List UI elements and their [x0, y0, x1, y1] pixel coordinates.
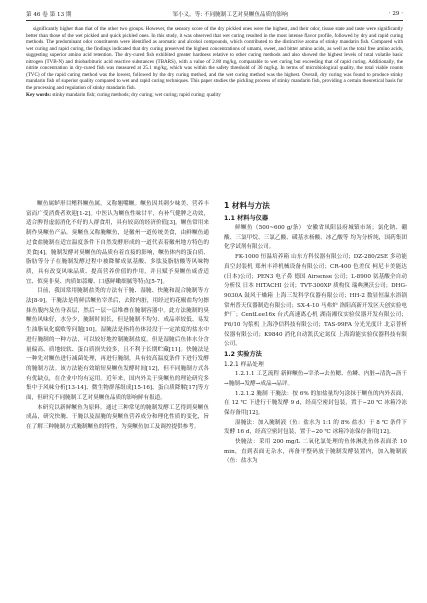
left-column [26, 200, 209, 433]
running-header [26, 8, 403, 21]
keywords-text: stinky mandarin fish; curing methods; dry curing; wet curing; rapid curing; quality [52, 92, 221, 99]
right-column [224, 200, 407, 467]
header-article-title: 邹小义，等: 不同腌制工艺对臭鳜鱼品质的影响 [172, 12, 288, 18]
section-heading-materials-methods: 1 材料与方法 [224, 201, 270, 210]
dry-curing-paragraph: 1.2.1.2 腌制 干腌法：按 6% 的加盐量均匀涂抹于鳜鱼的内外表面，在 12 ℃ 下进行干腌发酵 9 d，经高空密封包装，置于−20 ℃ 冰箱冷冻保存备用[12]。 [224, 390, 407, 416]
intro-paragraph-1: 鳜鱼属鲈形目鳍科鳜鱼属，又称翘嘴鳜。鳜鱼因其刺少味美、营养丰富而广受消费者欢迎[1-2]。中医认为鳜鱼性味甘平，有补气健脾之功效，适合脾胃虚弱消化不好的人群食用，具有较高的经济价值[3]。鳜鱼常用来制作臭鳜鱼产品。臭鳜鱼又称腌鳜鱼，是徽州一道传统美食，由鲜鳜鱼通过食盐腌制在适宜温度条件下自然发酵形成的一道代表着徽州地方特色的美食[4]。腌制发酵对臭鳜鱼的品质有着直接的影响，鳜鱼体内的蛋白质、脂肪等分子在腌制发酵过程中被降解成氨基酸、多肽及脂肪酸等风味物质，具有改变风味品质、提高营养价值的作用，并且赋予臭鳜鱼咸香适宜、似臭非臭、肉质如蒜瓣、口感鲜嫩细腻等特点[5-7]。 [26, 201, 209, 285]
wet-curing-paragraph: 湿腌法：加入腌制液（鱼：盐水为 1:1 的 8% 盐水）于 8 ℃ 条件下发酵 16 d，经高空密封包装，置于−20 ℃ 冰箱冷冻保存备用[12]。 [224, 419, 407, 436]
intro-paragraph-3: 本研究以新鲜鳜鱼为原料，通过三种常见的腌制发酵工艺得到臭鳜鱼成品，研究快腌、干腌以及湿腌的臭鳜鱼营养成分和理化性质的变化，旨在了解三种腌制方式腌制鳜鱼的特性，为臭鳜鱼加工及调控提供参考。 [26, 404, 209, 431]
keywords-line [26, 92, 403, 99]
english-abstract [26, 26, 403, 99]
subsection-heading-materials: 1.1 材料与仪器 [224, 215, 269, 222]
header-volume: 第 46 卷 第 13 期 [26, 12, 72, 18]
subsubsection-heading-sample: 1.2.1 样品处理 [224, 362, 264, 369]
abstract-body: significantly higher than that of the other two groups. However, the sensory score of the dry pickled ones were the highest, and their odor, tissue state and taste were significantly better than those of the wet pickled and quick pickled ones. In this study, it was observed that wet curing resulted in the most intense flavor profile, followed by dry and rapid curing methods. The predominant odor constituents were identified as aromatic and alcohol compounds, which contributed to the distinctive aroma of stinky mandarin fish. Compared with wet curing and rapid curing, the findings indicated that dry curing preserved the highest concentrations of umami, sweet, and bitter amino acids, as well as the total free amino acids, suggesting superior amino acid retention. The dry-cured fish exhibited greater hardness relative to other curing methods and also showed the highest levels of total volatile basic nitrogen (TVB-N) and thiobarbituric acid reactive substances (TBARS), with a value of 2.80 mg/kg, comparable to wet curing but exceeding that of rapid curing. Additionally, the nitrite concentration in dry-cured fish was measured at 25.1 mg/kg, which was within the safety threshold of 30 mg/kg. In terms of microbiological quality, the total viable counts (TVC) of the rapid curing method was the lowest, followed by the dry curing method, and the wet curing method was the highest. Overall, dry curing was found to produce stinky mandarin fish of superior quality compared to wet and rapid curing techniques. This paper studies the pickling process of stinky mandarin fish, providing a certain theoretical basis for the processing and regulation of stinky mandarin fish. [26, 26, 403, 91]
intro-paragraph-2: 目前，我国常用腌制盐类的方法有干腌、湿腌、快腌和混合腌制等方法[8-9]。干腌法是将鲜活鳜鱼宰杀后，去除内脏，用经过的花椒盐均匀擦抹鱼腹内及鱼身表层，然后一层一层堆叠在腌制容器中。此方法腌制的臭鳜鱼风味好，水分少，腌制时间长，但是腌制不均匀、成品率较低、易发生油脂氧化腐败等问题[10]。湿腌法是指将鱼体浸没于一定浓度的盐水中进行腌制的一种方法，可以较好地控制腌制盐度，但是湿腌后鱼体水分含量偏高、质地较软、蛋白质损失较多，且不利于长期贮藏[11]。快腌法是一种先对鳜鱼进行减菌处理，再进行腌制，具有较高温度条件下进行发酵的腌制方法。该方法能有效缩短臭鳜鱼发酵时间[12]，但不同腌制方式各有优缺点，在企业中均有运用。近年来，国内外关于臭鳜鱼的理论研究多集中于风味分析[13-14]、微生物群落组成[15-16]、蛋白质降解[17]等方面，但研究不同腌制工艺对臭鳜鱼品质的影响鲜有报道。 [26, 288, 209, 402]
instruments-paragraph: FK-1000 恒温培养箱 山东方科仪器有限公司；DZ-280/2SE 多功能真空封装机 郑州丰祥机械设备有限公司；CR-400 色差仪 柯尼卡美能达(日本)公司；PEN3 电子鼻 德国 Airsense 公司；L-8900 氨基酸全自动分析仪 日本 HITACHI 公司；TVT-300XP 质构仪 瑞典澳沃公司；DHG-9030A 鼓风干燥箱 上海三发科学仪器有限公司；HH-2 数显恒温水浴锅 常州普天仪器制造有限公司；SX-4-10 马弗炉 洛阳高新开发区天创实验电炉厂；CentLee16x 台式高速离心机 湖南湘仪实验仪器开发有限公司；F6/10 匀浆机 上海净信科技有限公司；TAS-99FA 分光光度计 北京普析仪器有限公司；K9840 消化自动凯氏定氮仪 上海海能实验仪器科技有限公司。 [224, 254, 407, 348]
subsection-heading-methods: 1.2 实验方法 [224, 351, 262, 359]
rapid-curing-paragraph: 快腌法：采用 200 mg/L 二氧化氯处理的鱼体淋洗鱼体表面杀 10 min，直到表面无杂水，再备平整码放于腌制发酵装置内，加入腌制液（鱼：盐水为 [224, 439, 407, 465]
process-flow-paragraph: 1.2.1.1 工艺流程 新鲜鳜鱼→宰杀→去鱼鳃、鱼鳞、内脏→清洗→沥干→腌制→发酵→成品→品评。 [224, 371, 407, 387]
keywords-label: Key words: [26, 92, 52, 99]
header-page-number: · 29 · [388, 11, 403, 17]
materials-paragraph: 鲜鳜鱼（500~600 g/条） 安徽省凤阳县府城镇市场；氯化钠、硼酸、三氯甲烷、三氯乙酸、磺基水杨酸、冰乙酸等 均为分析纯，国药集团化学试剂有限公司。 [224, 225, 407, 251]
